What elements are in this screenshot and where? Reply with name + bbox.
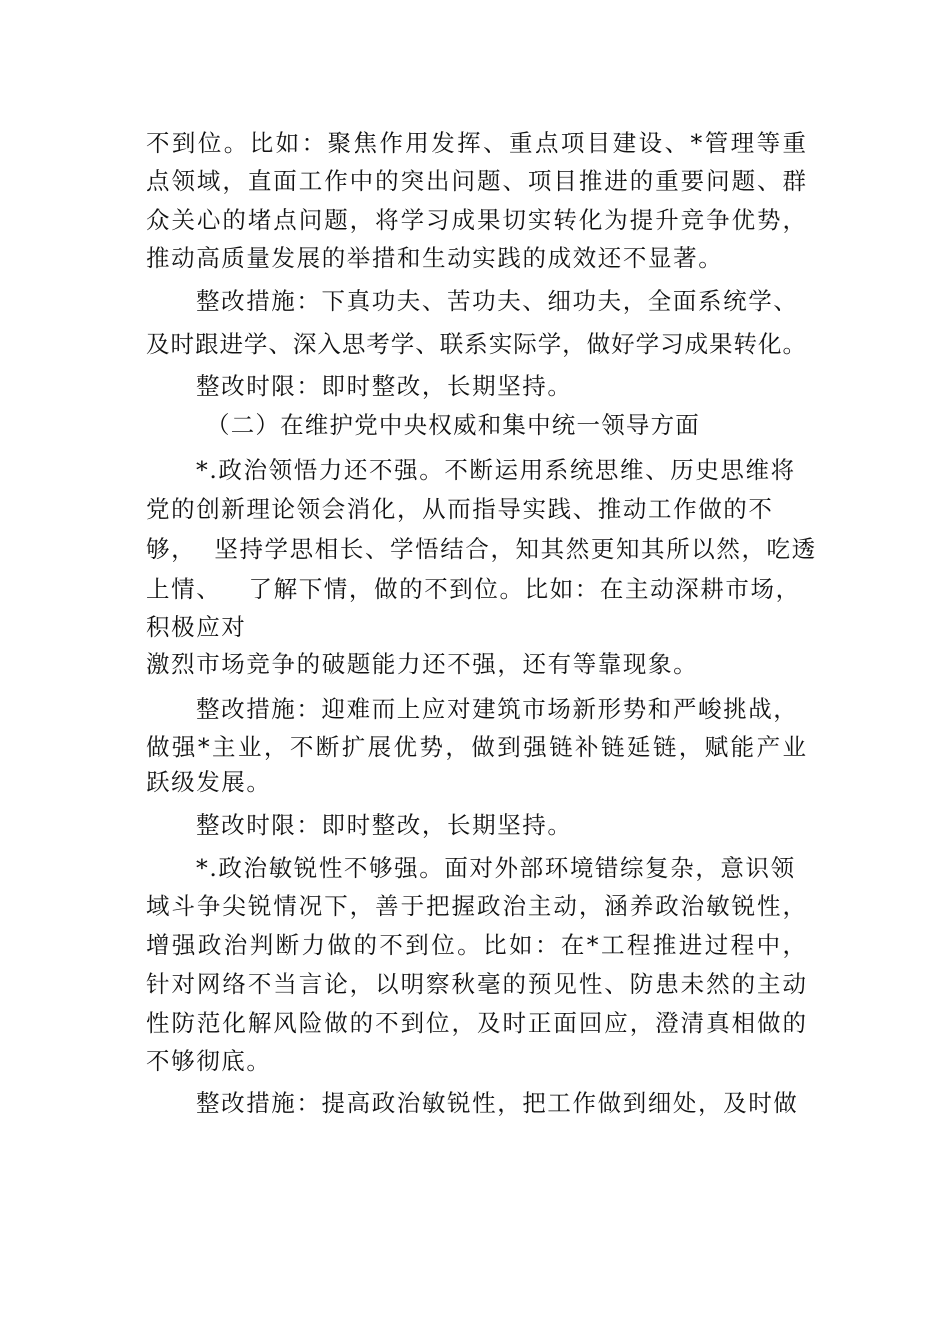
text-line: 点领域，直面工作中的突出问题、项目推进的重要问题、群	[146, 167, 806, 195]
section-heading: （二）在维护党中央权威和集中统一领导方面	[206, 411, 700, 439]
text-line: 整改措施：提高政治敏锐性，把工作做到细处，及时做	[196, 1089, 799, 1117]
text-line: 增强政治判断力做的不到位。比如：在*工程推进过程中，	[146, 931, 806, 959]
text-line: 众关心的堵点问题，将学习成果切实转化为提升竞争优势，	[146, 206, 806, 234]
text-line: 做强*主业，不断扩展优势，做到强链补链延链，赋能产业	[146, 733, 806, 761]
text-line: 整改时限：即时整改，长期坚持。	[196, 811, 573, 839]
text-line: 整改时限：即时整改，长期坚持。	[196, 372, 573, 400]
text-line: 性防范化解风险做的不到位，及时正面回应，澄清真相做的	[146, 1009, 806, 1037]
text-line: 跃级发展。	[146, 768, 272, 796]
text-line: 推动高质量发展的举措和生动实践的成效还不显著。	[146, 244, 724, 272]
text-line: 党的创新理论领会消化，从而指导实践、推动工作做的不	[146, 495, 774, 523]
text-line: 不够彻底。	[146, 1047, 272, 1075]
text-line: 及时跟进学、深入思考学、联系实际学，做好学习成果转化。	[146, 330, 806, 358]
text-line: 整改措施：下真功夫、苦功夫、细功夫，全面系统学、	[196, 287, 799, 315]
text-line: *.政治领悟力还不强。不断运用系统思维、历史思维将	[196, 456, 796, 484]
text-line: 整改措施：迎难而上应对建筑市场新形势和严峻挑战，	[196, 695, 799, 723]
text-line: *.政治敏锐性不够强。面对外部环境错综复杂，意识领	[196, 854, 796, 882]
text-line: 针对网络不当言论，以明察秋毫的预见性、防患未然的主动	[146, 970, 806, 998]
text-line: 不到位。比如：聚焦作用发挥、重点项目建设、*管理等重	[146, 129, 806, 157]
text-line: 积极应对	[146, 613, 247, 641]
text-line: 够， 坚持学思相长、学悟结合，知其然更知其所以然，吃透	[146, 535, 817, 563]
text-line: 上情、 了解下情，做的不到位。比如：在主动深耕市场，	[146, 575, 801, 603]
text-line: 激烈市场竞争的破题能力还不强，还有等靠现象。	[146, 650, 699, 678]
text-line: 域斗争尖锐情况下，善于把握政治主动，涵养政治敏锐性，	[146, 892, 806, 920]
